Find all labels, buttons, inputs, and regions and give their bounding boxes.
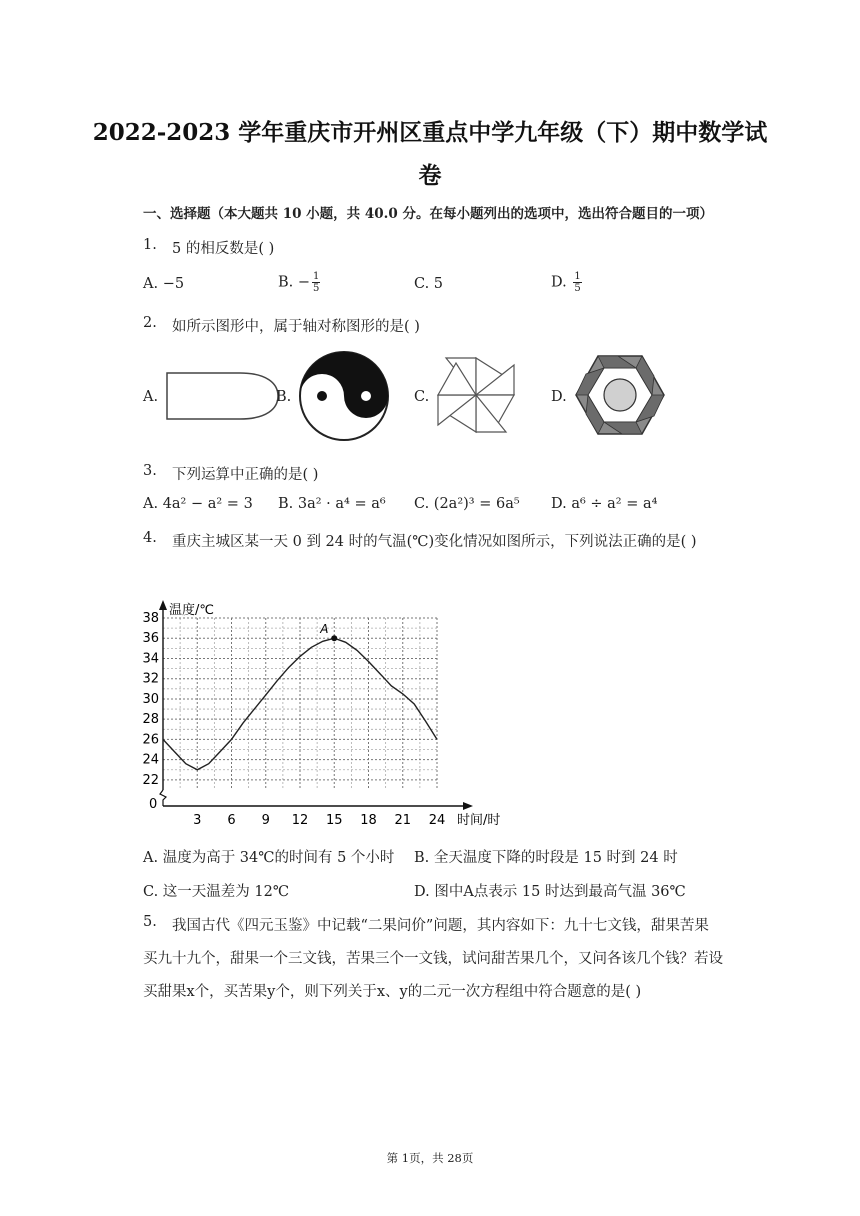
x-tick-label: 3 [193, 813, 202, 828]
x-tick-label: 18 [360, 813, 377, 828]
fraction [312, 271, 320, 294]
y-tick-label: 30 [142, 691, 159, 707]
question-3-number: 3. [143, 463, 157, 479]
question-4-option-b: B. 全天温度下降的时段是 15 时到 24 时 [414, 850, 678, 866]
question-3-option-d: D. a⁶ ÷ a² = a⁴ [551, 496, 658, 512]
question-5-number: 5. [143, 914, 157, 930]
x-tick-label: 21 [394, 813, 412, 828]
yin-yang-figure [296, 348, 392, 444]
y-tick-label: 28 [142, 712, 159, 728]
y-axis-break [160, 790, 166, 806]
temperature-chart [135, 588, 525, 838]
y-tick-label: 24 [142, 752, 159, 768]
question-1-option-a: A. −5 [143, 276, 185, 292]
question-2-number: 2. [143, 315, 157, 331]
question-1-text: 5 的相反数是( ) [172, 241, 275, 257]
bullet-shape-figure [160, 370, 285, 422]
x-tick-label: 6 [227, 813, 236, 828]
question-4-option-a: A. 温度为高于 34℃的时间有 5 个小时 [143, 850, 395, 866]
question-5-line-2: 买九十九个，甜果一个三文钱，苦果三个一文钱，试问甜苦果几个，又问各该几个钱？若设 [143, 951, 723, 967]
question-4-text: 重庆主城区某一天 0 到 24 时的气温(℃)变化情况如图所示，下列说法正确的是( ) [172, 534, 697, 550]
y-tick-label: 32 [142, 671, 159, 687]
question-1-option-b [278, 271, 320, 294]
fraction-numerator: 1 [574, 271, 581, 282]
x-tick-label: 15 [325, 813, 343, 828]
x-tick-label: 12 [291, 813, 309, 828]
question-3-option-a: A. 4a² − a² = 3 [143, 496, 253, 512]
question-2-text: 如所示图形中，属于轴对称图形的是( ) [172, 319, 420, 335]
question-2-option-c: C. [414, 389, 430, 405]
fraction-denominator: 5 [574, 283, 581, 294]
chart-grid [163, 618, 437, 790]
option-d-prefix: D. [551, 274, 572, 291]
option-b-prefix: B. − [278, 274, 311, 291]
fraction [573, 271, 581, 294]
question-2-option-a: A. [143, 389, 159, 405]
y-axis-arrow [159, 600, 167, 610]
question-3-text: 下列运算中正确的是( ) [172, 467, 319, 483]
page-title: 2022-2023 学年重庆市开州区重点中学九年级（下）期中数学试 [92, 119, 768, 146]
origin-label: 0 [149, 797, 158, 812]
y-tick-label: 38 [142, 611, 159, 626]
hexagon-circle-figure [574, 354, 666, 436]
x-tick-label: 9 [261, 813, 270, 828]
question-1-option-c: C. 5 [414, 276, 444, 292]
section-heading: 一、选择题（本大题共 10 小题，共 40.0 分。在每小题列出的选项中，选出符合题目的一项） [143, 206, 713, 222]
question-1-number: 1. [143, 237, 157, 253]
fraction-numerator: 1 [313, 271, 320, 282]
page-footer: 第 1页，共 28页 [386, 1151, 474, 1165]
question-5-line-1: 我国古代《四元玉鉴》中记载“二果问价”问题，其内容如下：九十七文钱，甜果苦果 [172, 918, 709, 934]
question-4-number: 4. [143, 530, 157, 546]
question-5-line-3: 买甜果x个，买苦果y个，则下列关于x、y的二元一次方程组中符合题意的是( ) [143, 984, 642, 1000]
x-axis-arrow [463, 802, 473, 810]
y-tick-label: 26 [142, 732, 159, 748]
question-4-option-c: C. 这一天温差为 12℃ [143, 884, 290, 900]
chart-axes [159, 600, 473, 810]
page-title-continued: 卷 [418, 162, 442, 189]
point-a-label: A [320, 622, 329, 637]
question-3-option-c: C. (2a²)³ = 6a⁵ [414, 496, 520, 512]
question-3-option-b: B. 3a² · a⁴ = a⁶ [278, 496, 386, 512]
x-tick-label: 24 [428, 813, 446, 828]
question-2-option-b: B. [276, 389, 292, 405]
point-a-marker [331, 635, 337, 641]
question-4-option-d: D. 图中A点表示 15 时达到最高气温 36℃ [414, 884, 686, 900]
x-axis-label: 时间/时 [457, 813, 501, 828]
question-1-option-d [551, 271, 582, 294]
y-tick-label: 34 [142, 651, 159, 667]
y-tick-label: 22 [142, 772, 159, 788]
pinwheel-figure [434, 355, 518, 435]
y-axis-label: 温度/℃ [169, 603, 214, 618]
fraction-denominator: 5 [313, 283, 320, 294]
y-tick-label: 36 [142, 631, 159, 647]
question-2-option-d: D. [551, 389, 567, 405]
